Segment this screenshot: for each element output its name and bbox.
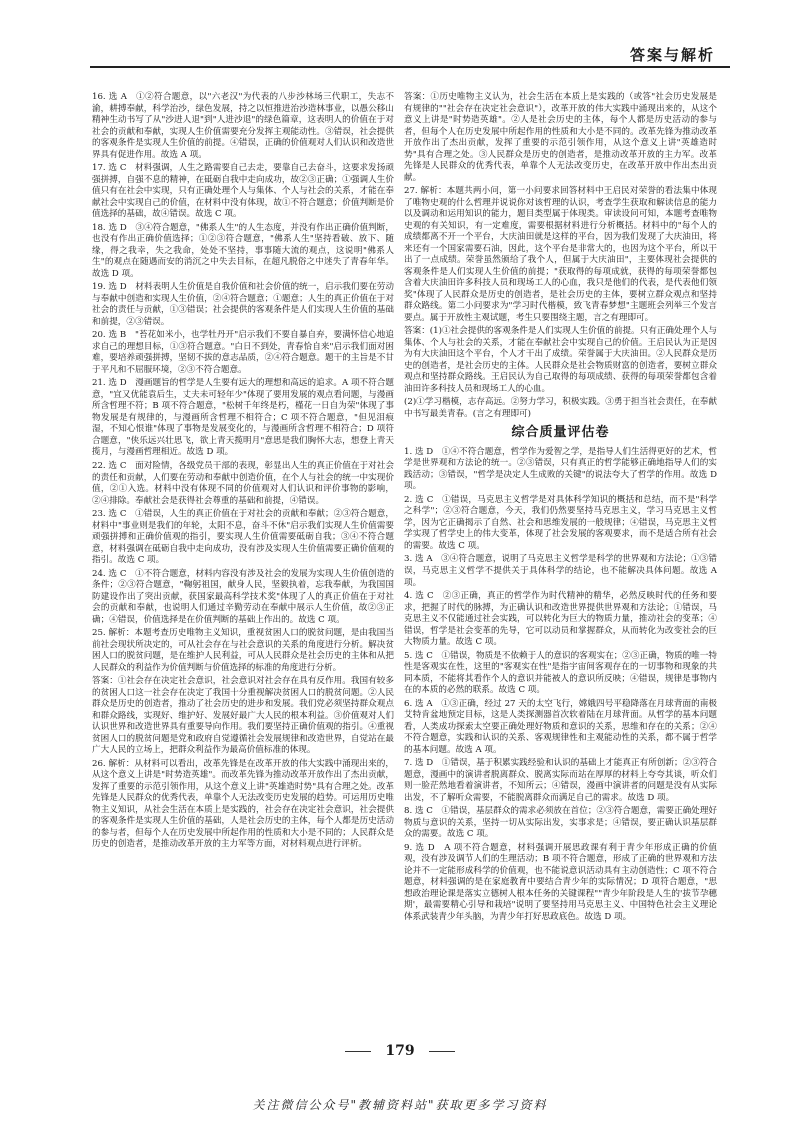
answer-paragraph: 5. 选 C ①错误，物质是不依赖于人的意识的客观实在；②③正确，物质的唯一特性是客观实在性，这里的"客观实在性"是指宇宙间客观存在的一切事物和现象的共同本质，不能将其看作个人的意识并能被人的意识所反映；④错误，规律是事物内在的本质的必然的联系。故选 C 项。: [404, 650, 717, 696]
answer-paragraph: 16. 选 A ①②符合题意，以"六老汉"为代表的八步沙林场三代职工，失志不渝，耕搏奉献，科学治沙，绿色发展，持之以恒推进治沙造林事业，以愚公移山精神生动书写了从"沙进人退"到"人进沙退"的绿色篇章，这表明人的价值在于对社会的贡献和奉献，实现人生价值需要充分发挥主观能动性。③错误，社会提供的客观条件是实现人生价值的前提。④错误，正确的价值观对人们认识和改造世界具有促进作用。故选 A 项。: [92, 92, 394, 160]
answer-paragraph: 7. 选 D ①错误，基于积累实践经验和认识的基础上才能真正有所创新；②③符合题意，漫画中的演讲者脱离群众、脱离实际而站在厚厚的材料上夸夸其谈，听众们则一脸茫然地看着演讲者，不知所云；④错误，漫画中演讲者的问题是没有从实际出发，不了解听众需要，不能脱离群众而满足自己的需求。故选 D 项。: [404, 758, 717, 803]
answer-paragraph: 答案：①社会存在决定社会意识，社会意识对社会存在具有反作用。我国有较多的贫困人口这一社会存在决定了我国十分重视解决贫困人口的脱贫问题。②人民群众是历史的创造者，推动了社会历史的进步和发展。我们党必须坚持群众观点和群众路线，实现好、维护好、发展好最广大人民的根本利益。③价值观对人们认识世界和改造世界具有重要导向作用。我们要坚持正确价值观的指引。④重视贫困人口的脱贫问题是党和政府自觉遵循社会发展规律和改造世界，自觉站在最广大人民的立场上，把群众利益作为最高价值标准的体现。: [92, 676, 394, 756]
page-number-dash-right: [429, 1051, 455, 1052]
header-rule: [90, 66, 730, 68]
answer-paragraph: 6. 选 A ①③正确，经过 27 天的太空飞行，嫦娥四号平稳降落在月球背面的南极艾特肯盆地预定目标，这是人类探测器首次软着陆在月球背面。从哲学的基本问题看，人类成功探索太空要正确处理好物质和意识的关系，思维和存在的关系；②④不符合题意，实践和认识的关系、客观规律性和主观能动性的关系，都不属于哲学的基本问题。故选 A 项。: [404, 698, 717, 755]
page-header: [0, 0, 800, 70]
answer-paragraph: 17. 选 C 材料强调，人生之路需要自己去走，要靠自己去奋斗，这要求发扬顽强拼搏，自强不息的精神，在砥砺自我中走向成功，故②③正确；①强调人生价值只有在社会中实现，只有正确处理个人与集体、个人与社会的关系，才能在奉献社会中实现自己的价值，在材料中没有体现，故①不符合题意；价值判断是价值选择的基础，故④错误。故选 C 项。: [92, 163, 394, 220]
answer-paragraph: (2)①学习楷模，志存高远。②努力学习，积极实践。③勇于担当社会责任，在奉献中书写最美青春。(言之有理即可): [404, 397, 717, 419]
answer-paragraph: 答案：①历史唯物主义认为，社会生活在本质上是实践的（或答"社会历史发展是有规律的""社会存在决定社会意识"），改革开放的伟大实践中涌现出来的，从这个意义上讲是"时势造英雄"。②人是社会历史的主体，每个人都是历史活动的参与者，但每个人在历史发展中所起作用的性质和大小是不同的。改革先锋为推动改革开放作出了杰出贡献，发挥了重要的示范引领作用，从这个意义上讲"英雄造时势"具有合理之处。③人民群众是历史的创造者，是推动改革开放的主力军。改革先锋是人民群众的优秀代表，单靠个人无法改变历史，在改革开放中作出杰出贡献。: [404, 92, 717, 183]
page-number-dash-left: [345, 1051, 371, 1052]
answer-paragraph: 8. 选 C ①错误，基层群众的需求必须放在首位；②③符合题意，需要正确处理好物质与意识的关系，坚持一切从实际出发，实事求是；④错误，要正确认识基层群众的需要。故选 C 项。: [404, 806, 717, 840]
answer-paragraph: 19. 选 D 材料表明人生价值是自我价值和社会价值的统一，启示我们要在劳动与奉献中创造和实现人生价值，②④符合题意；①题意；人生的真正价值在于对社会的责任与贡献，①③错误；社会提供的客观条件是人们实现人生价值的基础和前提，②③错误。: [92, 282, 394, 327]
answer-paragraph: 4. 选 C ②③正确，真正的哲学作为时代精神的精华，必然反映时代的任务和要求，把握了时代的脉搏，为正确认识和改造世界提供世界观和方法论；①错误，马克思主义不仅能通过社会实践，可以转化为巨大的物质力量，推动社会的变革；④错误，哲学是社会变革的先导，它可以动员和掌握群众，从而转化为改变社会的巨大物质力量。故选 C 项。: [404, 591, 717, 648]
footer-note: 关注微信公众号"教辅资料站"获取更多学习资料: [252, 1098, 548, 1112]
answer-paragraph: 18. 选 D ③④符合题意，"佛系人生"的人生态度，并没有作出正确价值判断，也没有作出正确价值选择；①②③符合题意，"佛系人生"坚持看破、放下、随缘，得之我幸，失之我命，处处不坚持，事事随大流的观点，这说明"佛系人生"的观点在随遇而安的消沉之中失去目标，在超凡脱俗之中迷失了青春年华。故选 D 项。: [92, 222, 394, 279]
answer-paragraph: 答案：(1)①社会提供的客观条件是人们实现人生价值的前提。只有正确处理个人与集体、个人与社会的关系，才能在奉献社会中实现自己的价值。王启民认为正是因为有大庆油田这个平台，个人才干出了成绩。荣誉属于大庆油田。②人民群众是历史的创造者，是社会历史的主体。人民群众是社会物质财富的创造者，要树立群众观点和坚持群众路线。王启民认为自己取得的每项成绩、获得的每项荣誉都包含着油田许多科技人员和现场工人的心血。: [404, 326, 717, 394]
section-title: 综合质量评估卷: [511, 425, 610, 441]
answer-paragraph: 3. 选 A ③④符合题意，说明了马克思主义哲学是科学的世界观和方法论；①③错误，马克思主义哲学不提供关于具体科学的结论，也不能解决具体问题。故选 A 项。: [404, 554, 717, 588]
header-title: 答案与解析: [629, 46, 715, 64]
answer-paragraph: 22. 选 C 面对险情，各级党员干部的表现，彰显出人生的真正价值在于对社会的责任和贡献，人们要在劳动和奉献中创造价值，在个人与社会的统一中实现价值，②①入选。材料中没有体现不同的价值观对人们认识和评价事物的影响，②④排除。奉献社会是获得社会尊重的基础和前提，④错误。: [92, 460, 394, 506]
answer-paragraph: 2. 选 C ①错误，马克思主义哲学是对具体科学知识的概括和总结，而不是"科学之科学"；②③符合题意，今天，我们仍然要坚持马克思主义，学习马克思主义哲学，因为它正确揭示了自然、社会和思维发展的一般规律；④错误，马克思主义哲学实现了哲学史上的伟大变革，体现了社会发展的客观要求，而不是适合所有社会的需要。故选 C 项。: [404, 494, 717, 551]
right-column: [404, 92, 717, 925]
answer-paragraph: 27. 解析：本题共两小问，第一小问要求回答材料中王启民对荣誉的看法集中体现了唯物史观的什么哲理并说说你对该哲理的认识，考查学生获取和解读信息的能力以及调动和运用知识的能力，题目类型属于体现类。审读设问可知，本题考查唯物史观的有关知识，有一定难度，需要根据材料进行分析概括。材料中的"每个人的成绩都离不开一个平台，大庆油田就是这样的平台，因为我们发现了大庆油田，将来还有一个国家需要石油，因此，这个平台是非常大的，也因为这个平台，所以干出了一点成绩。荣誉虽然颁给了我个人，但属于大庆油田"，主要体现社会提供的客观条件是人们实现人生价值的前提；"获取得的每项成就，获得的每项荣誉都包含着大庆油田许多科技人员和现场工人的心血，我只是他们的代表，是代表他们领奖"体现了人民群众是历史的创造者，是社会历史的主体，要树立群众观点和坚持群众路线。第二小问要求为"学习时代楷模，致飞青春梦想"主题班会列举三个发言要点。属于开放性主观试题，考生只要围绕主题，言之有理即可。: [404, 186, 717, 323]
answer-paragraph: 24. 选 C ①不符合题意，材料内容没有涉及社会的发展为实现人生价值创造的条件；②③符合题意，"鞠躬祖国，献身人民，坚毅执着，忘我奉献，为我国国防建设作出了突出贡献，获国家最高科学技术奖"体现了人的真正价值在于对社会的贡献和奉献，也说明人们通过辛勤劳动在奉献中展示人生价值，故②③正确；④错误，价值选择是在价值判断的基础上作出的。故选 C 项。: [92, 568, 394, 625]
answer-paragraph: 9. 选 D A 项不符合题意，材料强调开展思政课有利于青少年形成正确的价值观，没有涉及调节人们的生理活动；B 项不符合题意，形成了正确的世界观和方法论并不一定能形成科学的价值观，也不能说意识活动具有主动创造性；C 项不符合题意，材料强调的是在家庭教育中要结合青少年的实际情况；D 项符合题意，"思想政治理论课是落实立德树人根本任务的关键课程""青少年阶段是人生的'拔节孕穗期'，最需要精心引导和栽培"说明了要坚持用马克思主义、中国特色社会主义理论体系武装青少年头脑，为青少年打好思政底色。故选 D 项。: [404, 842, 717, 922]
page-number: 179: [385, 1043, 415, 1059]
left-column: [92, 92, 394, 853]
page-number-block: [0, 1043, 800, 1059]
answer-paragraph: 20. 选 B "苔花如米小，也学牡丹开"启示我们不要自暴自弃，要满怀信心地追求自己的理想目标，①③符合题意。"白日不到处，青春恰自来"启示我们面对困难，要培养顽强拼搏，坚韧不拔的意志品质，②④符合题意。题干的主旨是不甘于平凡和不屈服环境，②③不符合题意。: [92, 330, 394, 375]
answer-paragraph: 26. 解析：从材料可以看出，改革先锋是在改革开放的伟大实践中涌现出来的，从这个意义上讲是"时势造英雄"。而改革先锋为推动改革开放作出了杰出贡献，发挥了重要的示范引领作用，从这个意义上讲"英雄造时势"具有合理之处。改革先锋是人民群众的优秀代表，单靠个人无法改变历史发展的趋势。可运用历史唯物主义知识，从社会生活在本质上是实践的，社会存在决定社会意识，社会提供的客观条件是实现人生价值的基础，人是社会历史的主体，每个人都是历史活动的参与者，但每个人在历史发展中所起作用的性质和大小是不同的；人民群众是历史的创造者，是推动改革开放的主力军等方面，对材料观点进行评析。: [92, 758, 394, 850]
answer-paragraph: 1. 选 D ①④不符合题意，哲学作为爱智之学，是指导人们生活得更好的艺术，哲学是世界观和方法论的统一。②③错误，只有真正的哲学能够正确地指导人们的实践活动；③错误，"哲学是决定人生成败的关键"的说法夸大了哲学的作用。故选 D 项。: [404, 446, 717, 492]
answer-paragraph: 25. 解析：本题考查历史唯物主义知识，重视贫困人口的脱贫问题，是由我国当前社会现状所决定的，可从社会存在与社会意识的关系的角度进行分析。解决贫困人口的脱贫问题，是在维护人民利益，可从人民群众是社会历史的主体和从把人民群众的利益作为价值判断与价值选择的标准的角度进行分析。: [92, 628, 394, 673]
answer-paragraph: 21. 选 D 漫画题旨的哲学是人生要有远大的理想和高远的追求。A 项不符合题意，"宜又优能袁后生，丈夫未可轻年少"体现了要用发展的观点看问题，与漫画所含哲理不符；B 项不符合题意，"松树千年终是朽，槿花一日自为荣"体现了事物发展是有规律的，与漫画所含哲理不相符合；C 项不符合题意，"但见泪痕湿，不知心恨谁"体现了事物是发展变化的，与漫画所含哲理不相符合；D 项符合题意，"侠乐远兴壮思飞，欲上青天揽明月"意思是我们胸怀大志，想登上青天揽月，与漫画哲理相近。故选 D 项。: [92, 378, 394, 458]
answer-paragraph: 23. 选 C ①错误，人生的真正价值在于对社会的贡献和奉献；②③符合题意，材料中"事业则是我们的年轮，太阳不息，奋斗不休"启示我们实现人生价值需要顽强拼搏和正确价值观的指引，要实现人生价值需要砥砺自我；③④不符合题意，材料强调在砥砺自我中走向成功，没有涉及实现人生价值需要正确价值观的指引。故选 C 项。: [92, 509, 394, 566]
